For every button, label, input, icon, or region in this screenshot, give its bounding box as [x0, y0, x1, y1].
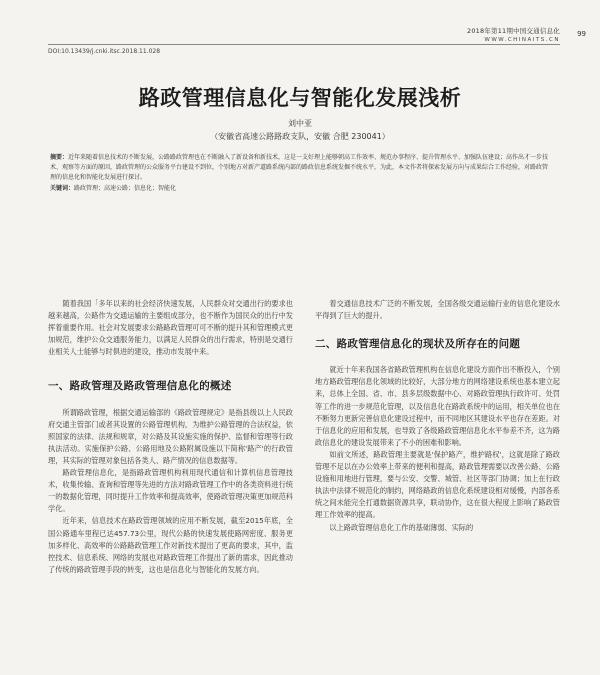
affiliation: （安徽省高速公路路政支队，安徽 合肥 230041） [210, 132, 390, 141]
section-heading-2: 二、路政管理信息化的现状及所存在的问题 [315, 338, 521, 351]
journal-site: WWW.CHINAITS.CN [484, 37, 560, 43]
body-columns [48, 298, 560, 576]
right-column [315, 298, 560, 576]
paragraph: 就近十年来我国各省路政管理机构在信息化建设方面作出不断投入，个别地方路政管理信息化领域的比较好，大部分地方的网络建设系统也基本建立起来，总体上全国、省、市、县多层级数据中心、对路政管理执行政许可、处罚等工作的进一步规范化管理，以及信息化在路政系统中的运用，相关单位也在不断努力更新完善信息化建设过程中，而不同地区其建设水平也存在差距。对于信息化的应用和发展，也导致了各级路政管理信息化水平参差不齐，这为路政信息化的建设发展带来了不小的困难和影响。 [315, 365, 560, 447]
paragraph: 如前文所述，路政管理主要就是'保护路产，维护路权'，这就是除了路政管理不足以在办公效率上带来的便利和提高，路政管理需要以改善公路、公路设施和用地进行管理，要与公安、交警、城管、社区等部门协调；加上在行政执法中法律不规范化的制约，网络路政的信息化系统建设相对缓慢，内部各系统之间未能完全打通数据资源共享，联动协作，这在很大程度上影响了路政管理工作效率的提高。 [315, 449, 560, 520]
article-title: 路政管理信息化与智能化发展浅析 [138, 86, 462, 110]
left-column [48, 298, 293, 576]
intro-paragraph: 随着我国「多年以来的社会经济快速发展，人民群众对交通出行的要求也越来越高，公路作为交通运输的主要组成部分，也不断作为国民众的出行中发挥着重要作用。社会对发展要求公路路政管理可可不断的提升其和管理模式更加规范，维护公众交通服务能力，以满足人民群众的出行需求，特别是交通行业相关人士能够与时俱进的建设，推动市发展中来。 [48, 299, 293, 357]
paragraph: 所谓路政管理，根据交通运输部的《路政管理规定》是指县级以上人民政府交通主管部门或者其设置的公路管理机构，为维护公路管理的合法权益，依照国家的法律、法规和规章，对公路及其设施实施的保护、监督和管理等行政执法活动。实施保护公路、公路用地及公路附属设施以下简称'路产'的行政管理，其实际的管理对象包括各类人、路产情况的信息数据等。 [48, 407, 293, 465]
abstract-text: 近年来随着信息技术的不断发展，公路路政管理也在不断融入了新设备和新技术，这是一支好理上能够朝高工作效率、规范办事程序、提升管理水平、加强队伍建设；高作出才一步技术、观察等方面的原因，路政管理的公众服务平台建设不到位，个别地方对新产道路系统内部的路政信息系统发掘不统水平，为此，本文作者将探索发展方向与成果综合工作经验，对路政管理的信息化和智能化发展进行探讨。 [50, 154, 549, 181]
header-rule [48, 44, 560, 45]
section-heading-1: 一、路政管理及路政管理信息化的概述 [48, 380, 232, 393]
keywords [50, 184, 552, 194]
journal-header [467, 26, 560, 43]
page-number: 99 [577, 30, 586, 38]
paragraph: 以上路政管理信息化工作的基础薄弱、实际的 [329, 522, 474, 532]
journal-name: 2018年第11期中国交通信息化 [466, 27, 560, 35]
paragraph: 近年来，信息技术在路政管理领域的应用不断发展，截至2015年底，全国公路通车里程已达457.73公里，现代公路的快速发展使路网密度、服务更加多样化、高效率的公路路政管理工作对新技术提出了更高的要求，其中，监控技术、信息系统、网络的发展也对路政管理工作提出了新的需求，因此推动了传统的路政管理手段的转变，这也是信息化与智能化的发展方向。 [48, 516, 293, 574]
keywords-label: 关键词： [50, 185, 75, 192]
abstract [50, 153, 552, 194]
author: 刘中亚 [288, 119, 312, 128]
paragraph: 路政管理信息化，是指路政管理机构利用现代通信和计算机信息管理技术，收集传输、查询和管理等先进的方法对路政管理工作中的各类资料进行统一的数据化管理，同时提升工作效率和提高效率，使路政管理决策更加规范科学化。 [48, 468, 293, 514]
abstract-paragraph [50, 153, 552, 183]
doi: DOI:10.13439/j.cnki.itsc.2018.11.028 [48, 48, 161, 55]
keywords-text: 路政管理；高速公路；信息化；智能化 [74, 185, 177, 192]
abstract-label: 摘要： [50, 154, 69, 161]
continued-paragraph: 着交通信息技术广泛的不断发展，全国各级交通运输行业的信息化建设水平得到了巨大的提升。 [315, 299, 560, 321]
